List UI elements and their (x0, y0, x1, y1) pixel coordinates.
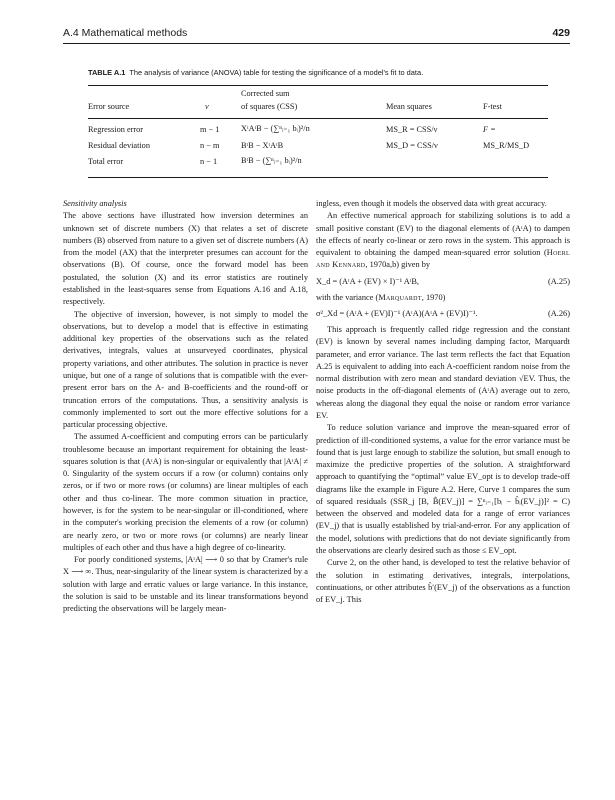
right-column (316, 198, 570, 606)
header-mean-squares: Mean squares (386, 102, 432, 111)
row-regression-css: XᵗAᵗB − (∑ⁿᵢ₌₁ bᵢ)²/n (241, 124, 310, 133)
paragraph (316, 210, 570, 271)
table-bottom-rule (88, 177, 548, 178)
paragraph-text: An effective numerical approach for stabilizing solutions is to add a small positive constant (EV) to the diagonal elements of (AᵗA) to dampen the effects of nearly co-linear or zero rows in the system. This approach is equivalent to obtaining the damped mean-squared error solution ( (316, 211, 570, 258)
left-column (63, 198, 308, 616)
paragraph: ingless, even though it models the observed data with great accuracy. (316, 199, 547, 208)
equation-number: (A.25) (547, 276, 570, 286)
equation-a25 (316, 272, 570, 292)
paragraph: Curve 2, on the other hand, is developed to test the relative behavior of the solution in estimating derivatives, integrals, interpolations, continuations, or other attributes b̂′(EV_j) of the observations as a function of EV_j. This (316, 558, 570, 605)
citation: Hoerl and Kennard (316, 248, 570, 270)
header-f-test: F-test (483, 102, 502, 111)
paragraph: To reduce solution variance and improve the mean-squared error of prediction of ill-conditioned systems, a value for the error variance must be found that is just large enough to stabilize the solution, but small enough to maximize the predictive properties of the solution. A straightforward approach to quantifying the “optimal” value EV_opt is to develop trade-off diagrams like the example in Figure A.2. Here, Curve 1 compares the sum of squared residuals (SSR_j [B, B̂(EV_j)] = ∑ⁿᵢ₌₁[bᵢ − b̂ᵢ(EV_j)]² = C) between the observed and modeled data for a range of error variances (EV_j) that is usually established by trial-and-error. For any application of the model, solutions with predictions that do not deviate significantly from the observations are clearly desired such as those ≤ EV_opt. (316, 423, 570, 556)
section-heading: A.4 Mathematical methods (63, 27, 188, 39)
equation-body: σ²_Xd = (AᵗA + (EV)I)⁻¹ (AᵗA)(AᵗA + (EV)I)⁻¹. (316, 308, 478, 318)
row-residual-css: BᵗB − XᵗAᵗB (241, 141, 284, 150)
header-error-source: Error source (88, 102, 130, 111)
row-regression-dof: m − 1 (200, 125, 220, 134)
page-number: 429 (552, 27, 570, 39)
row-regression-ftest: F = (483, 125, 496, 134)
header-dof: ν (205, 102, 209, 111)
paragraph: For poorly conditioned systems, |AᵗA| ⟶ 0 so that by Cramer's rule X ⟶ ∞. Thus, near-singularity of the linear system is characterized by a solution with large and erratic values or large variance. In this instance, the solution is said to be unstable and its linear transformations beyond predicting the observations will be largely mean- (63, 555, 308, 614)
row-residual-mean: MS_D = CSS/ν (386, 141, 438, 150)
table-top-rule (88, 85, 548, 86)
row-total-css: BᵗB − (∑ⁿᵢ₌₁ bᵢ)²/n (241, 156, 302, 165)
row-regression-mean: MS_R = CSS/ν (386, 125, 438, 134)
row-residual-ftest: MS_R/MS_D (483, 141, 530, 150)
paragraph: The above sections have illustrated how inversion determines an unknown set of discrete numbers (X) that relates a set of discrete numbers (B) observed from nature to a given set of discrete numbers (A) from the model (AX) that the interpreter presumes can account for the observations (B). Of course, once the forward model has been postulated, the solution (X) and its error statistics are routinely established in the least-squares sense from Equations A.16 and A.18, respectively. (63, 211, 308, 307)
citation: Marquardt (378, 292, 422, 302)
paragraph (316, 292, 570, 304)
header-rule (63, 43, 570, 44)
row-residual-dof: n − m (200, 141, 220, 150)
equation-body: X_d = (AᵗA + (EV) × I)⁻¹ AᵗB, (316, 276, 420, 286)
section-title: Sensitivity analysis (63, 199, 127, 208)
paragraph: The objective of inversion, however, is not simply to model the observations, but to develop a model that is effective in estimating additional key properties of the observations such as the related derivatives, integrals, values at unsurveyed coordinates, physical property variations, and other attributes. The solution in practice is never unique, but one of a range of solutions that is compatible with the ever-present error bars on the A- and B-coefficients and the round-off or truncation errors of the computations. Thus, a sensitivity analysis is commonly implemented to sort out the more effective solutions for a particular processing objective. (63, 309, 308, 430)
row-total-source: Total error (88, 157, 124, 166)
equation-a26 (316, 304, 570, 324)
paragraph-text: , 1970) (421, 292, 446, 302)
row-total-dof: n − 1 (200, 157, 218, 166)
paragraph-text: , 1970a,b) given by (365, 260, 431, 270)
row-regression-source: Regression error (88, 125, 144, 134)
paragraph: This approach is frequently called ridge regression and the constant (EV) is known by several names including damping factor, Marquardt parameter, and error variance. The last term reflects the fact that Equation A.25 is equivalent to adding into each A-coefficient random noise from the normal distribution with zero mean and standard deviation √EV. Thus, the noise products in the off-diagonal elements of (AᵗA) average out to zero, whereas along the diagonal they equal the noise or random error variance EV. (316, 324, 570, 420)
table-label: TABLE A.1 (88, 68, 126, 77)
table-header-rule (88, 118, 548, 119)
paragraph: The assumed A-coefficient and computing errors can be particularly troublesome because an important requirement for obtaining the least-squares solution is that (AᵗA) is non-singular or equivalently that |AᵗA| ≠ 0. Singularity of the system occurs if a row (or column) contains only zeros, or if two or more rows (or columns) are linear multiples of each other and thus co-linear. The more common situation in practice, however, is for the system to be near-singular or ill-conditioned, where in the computer's working precision the elements of a row (or column) are nearly zero, or two or more rows (or columns) are nearly linear multiples of each other and thus have a high degree of co-linearity. (63, 432, 308, 552)
header-css-line1: Corrected sum (241, 89, 290, 98)
equation-number: (A.26) (547, 308, 570, 318)
row-residual-source: Residual deviation (88, 141, 150, 150)
table-caption-text: The analysis of variance (ANOVA) table for testing the significance of a model's fit to data. (129, 68, 424, 77)
header-css-line2: of squares (CSS) (241, 102, 298, 111)
paragraph-text: with the variance ( (316, 292, 379, 302)
table-caption (88, 68, 548, 77)
